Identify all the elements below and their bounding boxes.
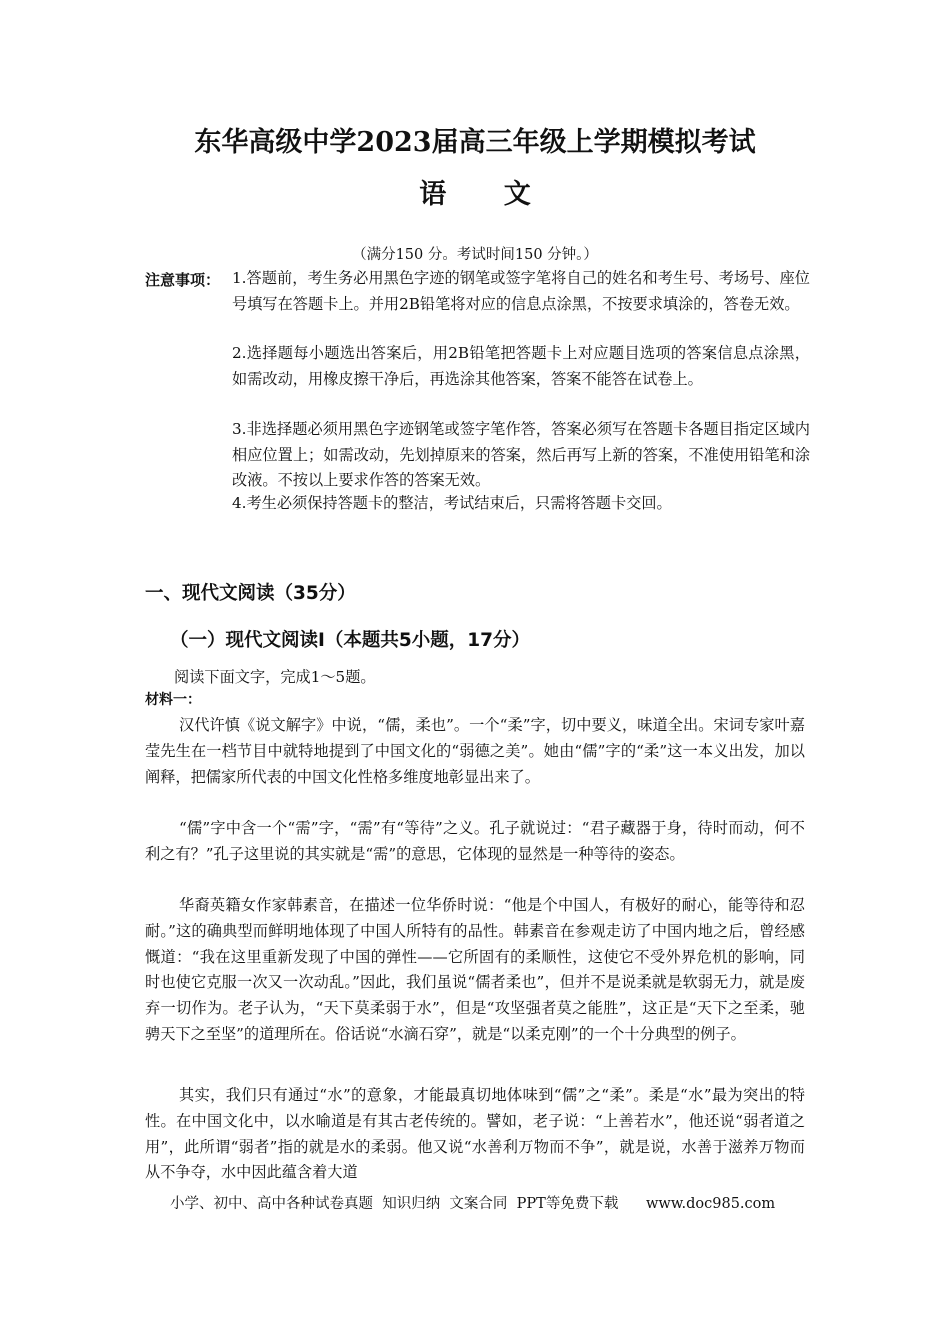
footer-ad-text: 小学、初中、高中各种试卷真题 知识归纳 文案合同 PPT等免费下载 www.doc985.com bbox=[170, 1196, 776, 1212]
paragraph-3: 华裔英籍女作家韩素音，在描述一位华侨时说：“他是个中国人，有极好的耐心，能等待和忍耐。”这的确典型而鲜明地体现了中国人所特有的品性。韩素音在参观走访了中国内地之后，曾经感慨道：“我在这里重新发现了中国的弹性——它所固有的柔顺性，这使它不受外界危机的影响，同时也使它克服一次又一次动乱。”因此，我们虽说“儒者柔也”，但并不是说柔就是软弱无力，就是废弃一切作为。老子认为，“天下莫柔弱于水”，但是“攻坚强者莫之能胜”，这正是“天下之至柔，驰骋天下之至坚”的道理所在。俗话说“水滴石穿”，就是“以柔克刚”的一个十分典型的例子。 bbox=[145, 896, 805, 1043]
material-label: 材料一： bbox=[145, 692, 201, 708]
exam-title: 东华高级中学2023届高三年级上学期模拟考试 bbox=[194, 127, 756, 158]
notice-item-1: 1.答题前，考生务必用黑色字迹的钢笔或签字笔将自己的姓名和考生号、考场号、座位号填写在答题卡上。并用2B铅笔将对应的信息点涂黑，不按要求填涂的，答卷无效。 bbox=[232, 269, 810, 313]
paragraph-1: 汉代许慎《说文解字》中说，“儒，柔也”。一个“柔”字，切中要义，味道全出。宋词专家叶嘉莹先生在一档节目中就特地提到了中国文化的“弱德之美”。她由“儒”字的“柔”这一本义出发，加以阐释，把儒家所代表的中国文化性格多维度地彰显出来了。 bbox=[145, 716, 805, 786]
reading-instruction: 阅读下面文字，完成1～5题。 bbox=[174, 668, 376, 686]
notice-item-4: 4.考生必须保持答题卡的整洁，考试结束后，只需将答题卡交回。 bbox=[232, 494, 672, 512]
notice-item-3: 3.非选择题必须用黑色字迹钢笔或签字笔作答，答案必须写在答题卡各题目指定区域内相应位置上；如需改动，先划掉原来的答案，然后再写上新的答案，不准使用铅笔和涂改液。不按以上要求作答的答案无效。 bbox=[232, 420, 810, 489]
subject-title: 语 文 bbox=[419, 179, 555, 210]
section-subheading: （一）现代文阅读I（本题共5小题，17分） bbox=[170, 630, 531, 651]
paragraph-4: 其实，我们只有通过“水”的意象，才能最真切地体味到“儒”之“柔”。柔是“水”最为突出的特性。在中国文化中，以水喻道是有其古老传统的。譬如，老子说：“上善若水”，他还说“弱者道之用”，此所谓“弱者”指的就是水的柔弱。他又说“水善利万物而不争”，就是说，水善于滋养万物而从不争夺，水中因此蕴含着大道 bbox=[145, 1086, 805, 1182]
notice-label: 注意事项： bbox=[145, 271, 221, 289]
score-time-note: （满分150 分。考试时间150 分钟。） bbox=[352, 247, 598, 263]
section-heading: 一、现代文阅读（35分） bbox=[145, 583, 356, 604]
notice-item-2: 2.选择题每小题选出答案后，用2B铅笔把答题卡上对应题目选项的答案信息点涂黑，如需改动，用橡皮擦干净后，再选涂其他答案，答案不能答在试卷上。 bbox=[232, 344, 810, 388]
paragraph-2: “儒”字中含一个“需”字，“需”有“等待”之义。孔子就说过：“君子藏器于身，待时而动，何不利之有？”孔子这里说的其实就是“需”的意思，它体现的显然是一种等待的姿态。 bbox=[145, 819, 805, 863]
